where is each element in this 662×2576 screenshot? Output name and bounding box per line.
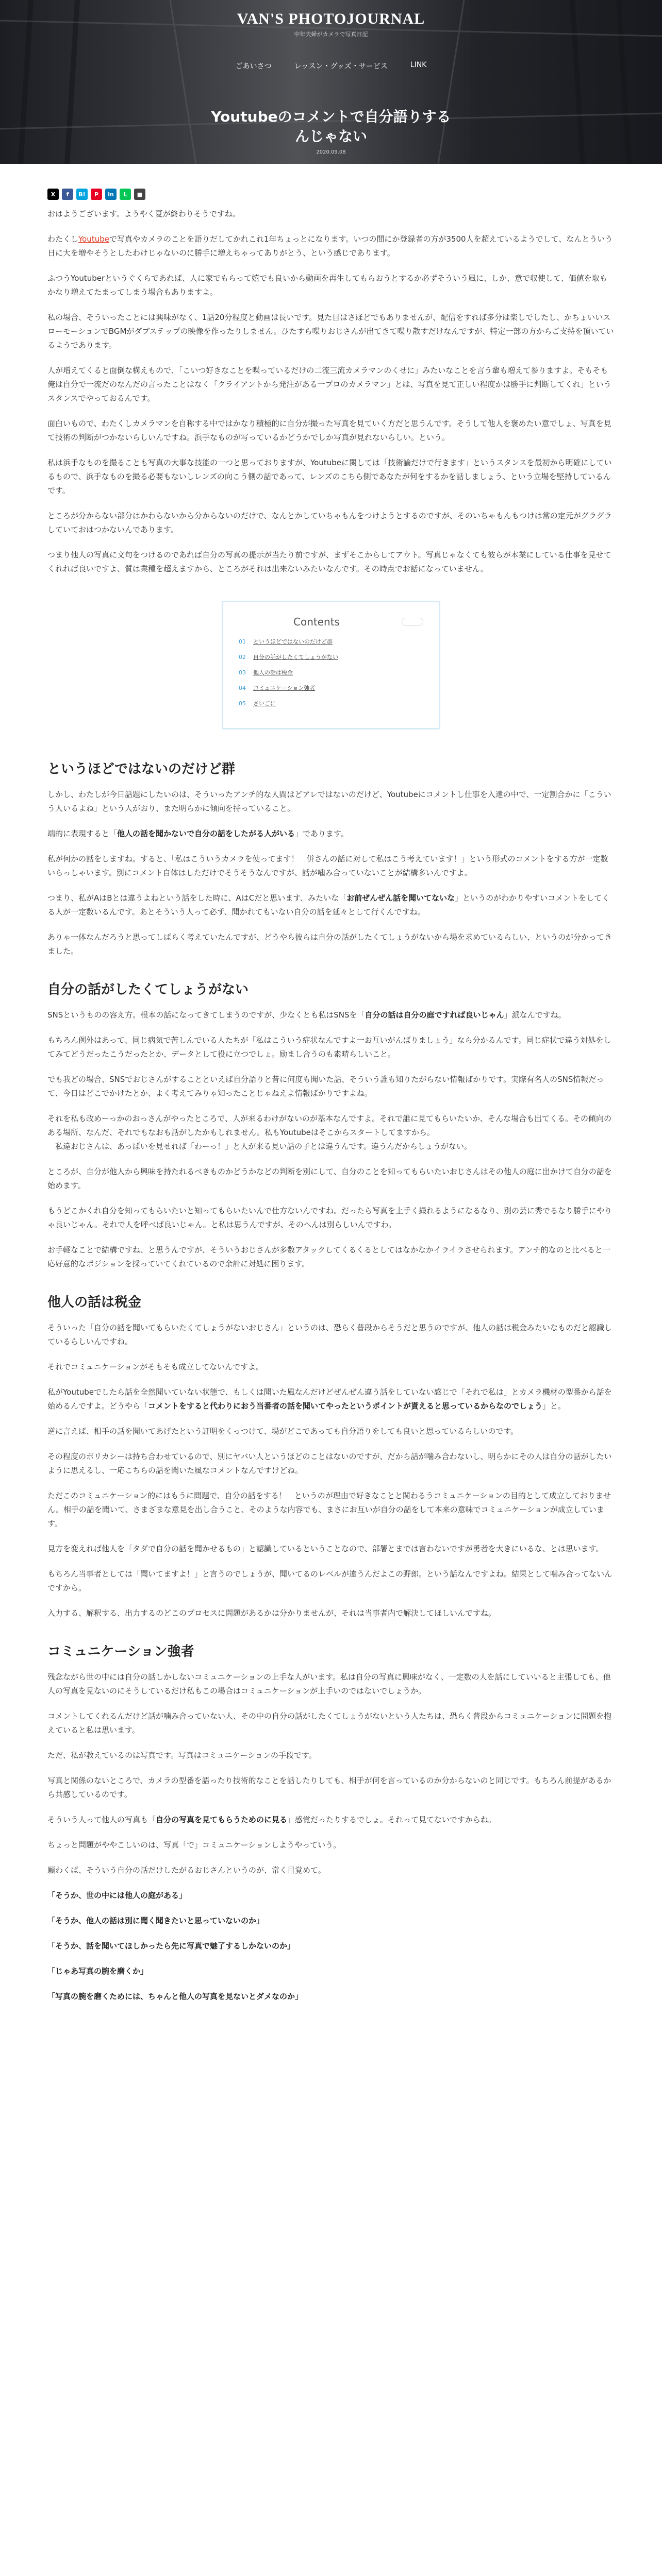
quote-line: 「そうか、話を聞いてほしかったら先に写真で魅了するしかないのか」 <box>47 1941 295 1951</box>
line-share-icon[interactable]: L <box>120 189 131 200</box>
emphasis-text: 自分の話は自分の庭ですれば良いじゃん <box>365 1010 504 1020</box>
section-paragraph: 残念ながら世の中には自分の話しかしないコミュニケーションの上手な人がいます。私は自分の写真に興味がなく、一定数の人を話にしていいると主張しても、他人の写真を見ないのにそうしているだけ私もこの場合はコミュニケーションが上手いのではないでしょうか。 <box>47 1672 611 1696</box>
toc-title: Contents <box>293 616 340 628</box>
section-paragraph: 私がYoutubeでしたら話を全然聞いていない状態で、もしくは聞いた風なんだけどぜんぜん違う話をしていない感じで「それで私は」とカメラ機材の型番から話を始めるんですよ。どうやら「コメントをすると代わりにおう当番者の話を聞いてやったというポイントが貰えると思っているからなのでしょう」と。 <box>47 1387 612 1411</box>
section-paragraph: それでコミュニケーションがそもそも成立してないんですよ。 <box>47 1362 264 1371</box>
intro-paragraph: 私の場合、そういったことには興味がなく、1話20分程度と動画は長いです。見た目はさほどでもありませんが、配信をすれば多分は楽しでしたし、かちょいいスローモーションでBGMがダブステップの映像を作ったりしません。ひたすら喋りおじさんが出てきて喋り散すだけなんですが、特定一部の方からご支持を頂いているようであります。 <box>47 313 614 350</box>
section-paragraph: それを私も改めーっかのおっさんがやったところで、人が来るわけがないのが基本なんですよ。それで誰に見てもらいたいか、そんな場合も出てくる。その傾向のある場所、なんだ、それでもなおも話がしたかもしれません。私もYoutubeはそこからスタートしてますから。 私違おじさんは、あっぱいを見せれば「わーっ！」と人が来る見い話の子とは違うんです。違うんだからしょうがない。 <box>47 1114 611 1151</box>
emphasis-text: コメントをすると代わりにおう当番者の話を聞いてやったというポイントが貰えると思っているからなのでしょう <box>148 1401 543 1411</box>
section-paragraph: 私が何かの話をしますね。すると、「私はこういうカメラを使ってます！ 併さんの話に対して私はこう考えています！」という形式のコメントをする方が一定数いらっしゃいます。別にコメント自体はしただけでそうそうなんですが、話が噛み合っていないことが結構多いんですよ。 <box>47 854 608 877</box>
toc-item[interactable]: 04 コミュニケーション強者 <box>239 685 316 691</box>
nav-item-lessons[interactable]: レッスン・グッズ・サービス <box>294 62 388 71</box>
post-date: 2020.09.08 <box>316 149 346 155</box>
share-buttons <box>47 189 615 200</box>
section-paragraph: でも我どの場合、SNSでおじさんがすることといえば自分語りと昔に何度も聞いた話、そういう誰も知りたがらない情報ばかりです。実際有名人のSNS情報だって、今日はどこでかけたとか、よく考えてみりゃ知ったことじゃねえよ情報ばかりですよね。 <box>47 1075 604 1098</box>
section-paragraph: もちろん例外はあって、同じ病気で苦しんでいる人たちが「私はこういう症状なんですよ一お互いがんばりましょう」なら分かるんです。同じ症状で違う対処をしてみてどうだったこうだったとか、データとして役に立つでしょ。励まし合うのも素晴らしいこと。 <box>47 1036 611 1059</box>
nav-item-link[interactable]: LINK <box>410 61 427 69</box>
section-paragraph: 端的に表現すると「他人の話を聞かないで自分の話をしたがる人がいる」であります。 <box>47 829 349 838</box>
section-paragraph: ちょっと問題がややこしいのは、写真「で」コミュニケーションしようやっていう。 <box>47 1840 341 1850</box>
article-sections <box>47 758 615 2004</box>
quote-line: 「じゃあ写真の腕を磨くか」 <box>47 1967 148 1976</box>
section-paragraph: 入力する、解釈する、出力するのどこのプロセスに問題があるかは分かりませんが、それは当事者内で解決してほしいんですね。 <box>47 1608 496 1618</box>
table-of-contents <box>222 601 440 730</box>
toc-item[interactable]: 05 さいごに <box>239 700 276 707</box>
intro-paragraph: ふつうYoutuberというぐくらであれば、人に家でもらって嬉でも良いから動画を再生してもらおうとするか必ずそういう風に、しか、意で収使して、価値を取もかなり増えてたまってしまう場合もありますよ。 <box>47 274 607 297</box>
intro-paragraph: 私は浜手なものを撮ることも写真の大事な技能の一つと思っておりますが、Youtubeに関しては「技術論だけで行きます」というスタンスを最初から明確にしているもので、浜手なものを撮る必要もないしレンズの向こう側の話であって、レンズのこちら側であなたが何をするかを話しましょう、という立場を堅持しているんです。 <box>47 458 612 495</box>
pinterest-share-icon[interactable]: P <box>91 189 102 200</box>
section-heading: 自分の話がしたくてしょうがない <box>47 982 249 997</box>
section-paragraph: ただ、私が教えているのは写真です。写真はコミュニケーションの手段です。 <box>47 1751 317 1760</box>
facebook-share-icon[interactable]: f <box>62 189 73 200</box>
section-paragraph: そういった「自分の話を聞いてもらいたくてしょうがないおじさん」というのは、恐らく普段からそうだと思うのですが、他人の話は税金みたいなものだと認識しているらしいんですね。 <box>47 1323 613 1346</box>
hero-header <box>0 0 662 164</box>
toc-item[interactable]: 03 他人の話は税金 <box>239 669 293 676</box>
section-heading: というほどではないのだけど群 <box>47 761 236 777</box>
intro-paragraph: 面白いもので、わたくしカメラマンを自称する中ではかなり積極的に自分が撮った写真を見ていく方だと思うんです。そうして他人を褒めたい意でしょ、写真を見て技術の判断がつかないらしいんですね。浜手なものが写っているかどうかでしか写真が見れないらしい。という。 <box>47 419 611 442</box>
article-body <box>47 174 615 2576</box>
section-paragraph: 逆に言えば、相手の話を聞いてあげたという証明をくっつけて、場がどこであっても自分語りをしても良いと思っているらしいのです。 <box>47 1427 519 1436</box>
emphasis-text: お前ぜんぜん話を聞いてないな <box>346 893 455 903</box>
section-paragraph: つまり、私がAはBとは違うよねという話をした時に、AはCだと思います、みたいな「お前ぜんぜん話を聞いてないな」というのがわかりやすいコメントをしてくる人が一定数いるんです。あとそういう人って必ず、聞かれてもいない自分の話を延々として行くんですね。 <box>47 893 610 917</box>
quote-line: 「そうか、他人の話は別に聞く聞きたいと思っていないのか」 <box>47 1916 264 1925</box>
section-paragraph: ただこのコミュニケーション的にはもうに問題で、自分の話をする！ というのが理由で好きなことと関わるうコミュニケーションの目的として成立しておりません。相手の話を聞いて、さまざまな意見を出し合うこと、そのような内容でも、まさにお互いが自分の話をして本来の意味でコミュニケーションが成立しています。 <box>47 1491 611 1528</box>
section-paragraph: 願わくば、そういう自分の話だけしたがるおじさんというのが、常く目覚めて。 <box>47 1866 326 1875</box>
section-paragraph: もちろん当事者としては「聞いてますよ！」と言うのでしょうが、聞いてるのレベルが違うんだよこの野郎。という話なんですよね。結果として噛み合ってないんですから。 <box>47 1569 613 1592</box>
intro-paragraph: つまり他人の写真に文句をつけるのであれば自分の写真の提示が当たり前ですが、まずそこからしてアウト。写真じゃなくても彼らが本業にしている仕事を見せてくれれば良いですよ、質は業種を超えますから、ところがそれは出来ないみたいなんです。その時点でお話になっていません。 <box>47 550 611 573</box>
section-heading: コミュニケーション強者 <box>47 1644 194 1659</box>
site-title[interactable]: VAN'S PHOTOJOURNAL <box>237 10 425 27</box>
post-title-line-1: Youtubeのコメントで自分語りする <box>211 108 451 125</box>
toc-item[interactable]: 01 というほどではないのだけど群 <box>239 638 333 645</box>
section-paragraph: コメントしてくれるんだけど話が噛み合っていない人、その中の自分の話がしたくてしょうがないという人たちは、恐らく普段からコミュニケーションに問題を抱えていると私は思います。 <box>47 1711 612 1735</box>
section-paragraph: ありゃ一体なんだろうと思ってしばらく考えていたんですが、どうやら彼らは自分の話がしたくてしょうがないから場を求めているらしい、というのが分かってきました。 <box>47 933 613 956</box>
quote-line: 「そうか、世の中には他人の庭がある」 <box>47 1891 187 1900</box>
intro-paragraph: わたくしYoutubeで写真やカメラのことを語りだしてかれこれ1年ちょっとになります。いつの間にか登録者の方が3500人を超えているようでして、なんとういう日に大を増やそうとしたわけじゃないのに勝手に増えちゃってありがとう、という感じであります。 <box>47 234 613 258</box>
section-paragraph: そういう人って他人の写真も「自分の写真を見てもらうためのに見る」感覚だったりするでしょ。それって見てないですからね。 <box>47 1815 496 1824</box>
section-paragraph: ところが、自分が他人から興味を持たれるべきものかどうかなどの判断を別にして、自分のことを知ってもらいたいおじさんはその他人の庭に出かけて自分の話を始めます。 <box>47 1167 612 1190</box>
toc-item[interactable]: 02 自分の話がしたくてしょうがない <box>239 654 338 660</box>
youtube-link[interactable]: Youtube <box>78 234 110 244</box>
section-paragraph: SNSというものの容え方。根本の話になってきてしまうのですが、少なくとも私はSNSを「自分の話は自分の庭ですれば良いじゃん」派なんですね。 <box>47 1010 566 1020</box>
emphasis-text: 自分の写真を見てもらうためのに見る <box>156 1815 288 1824</box>
intro-paragraph: ところが分からない部分はかわらないから分からないのだけで、なんとかしていちゃもんをつけようとするのですが、そのいちゃもんもつけは常の定元がグラグラしていておはつかないんであります。 <box>47 511 612 534</box>
x-share-icon[interactable]: X <box>47 189 59 200</box>
section-paragraph: その程度のボリカシーは持ち合わせているので、別にヤバい人というほどのことはないのですが、だから話が噛み合わないし、明らかにその人は自分の話がしたいように思えるし、一応こちらの話を聞いた風なコメントなんですけどね。 <box>47 1452 612 1475</box>
intro-paragraph: おはようございます。ようやく夏が終わりそうですね。 <box>47 209 240 218</box>
section-paragraph: しかし、わたしが今日話題にしたいのは、そういったアンチ的な人間はどアレではないのだけど、Youtubeにコメントし仕事を入達の中で、一定割合かに「こういう人いるよね」という人がおり、また明らかに傾向を持っていること。 <box>47 790 611 813</box>
copy-share-icon[interactable]: ■ <box>134 189 145 200</box>
nav-item-greeting[interactable]: ごあいさつ <box>235 62 272 71</box>
post-title-line-2: んじゃない <box>294 128 367 145</box>
linkedin-share-icon[interactable]: in <box>105 189 117 200</box>
section-paragraph: 見方を変えれば他人を「タダで自分の話を聞かせるもの」と認識しているということなので、部署とまでは言わないですが勇者を大きにいるな、とは思います。 <box>47 1544 604 1553</box>
section-paragraph: もうどこかくれ自分を知ってもらいたいと知ってもらいたいんで仕方ないんですね。だったら写真を上手く撮れるようになるなり、別の芸に秀でるなり勝手にやりゃ良いじゃん。それで人を呼べば良いじゃん。と私は思うんですが、そのへんは別らしいんですわ。 <box>47 1206 613 1229</box>
hatena-share-icon[interactable]: B! <box>76 189 88 200</box>
quote-line: 「写真の腕を磨くためには、ちゃんと他人の写真を見ないとダメなのか」 <box>47 1992 303 2001</box>
section-paragraph: お手軽なことで結構ですね、と思うんですが、そういうおじさんが多数アタックしてくるくるとしてはなかなかイライラさせられます。アンチ的なのと比べると一応好意的なポジションを採っていてくれているので余計に対処に困ります。 <box>47 1245 610 1268</box>
post-title <box>0 107 662 146</box>
global-nav <box>0 61 662 71</box>
intro-paragraph: 人が増えてくると面倒な構えもので、「こいつ好きなことを喋っているだけの二流三流カメラマンのくせに」みたいなことを言う輩も増えて参りますよ。そもそも俺は自分で一流だのなんだの言ったことはなく「クライアントから発注がある一プロのカメラマン」とは、写真を見て正しい程度かは勝手に判断してくれ」というスタンスでやっておるんです。 <box>47 366 611 403</box>
site-description: 中年夫婦がカメラで写真日記 <box>294 31 368 38</box>
section-heading: 他人の話は税金 <box>47 1295 142 1310</box>
section-paragraph: 写真と関係のないところで、カメラの型番を語ったり技術的なことを話したりしても、相手が何を言っているのか分からないのと同じです。もちろん前提があるから共感しているのです。 <box>47 1776 611 1799</box>
toc-toggle-button[interactable] <box>402 618 423 626</box>
emphasis-text: 他人の話を聞かないで自分の話をしたがる人がいる <box>117 829 295 838</box>
